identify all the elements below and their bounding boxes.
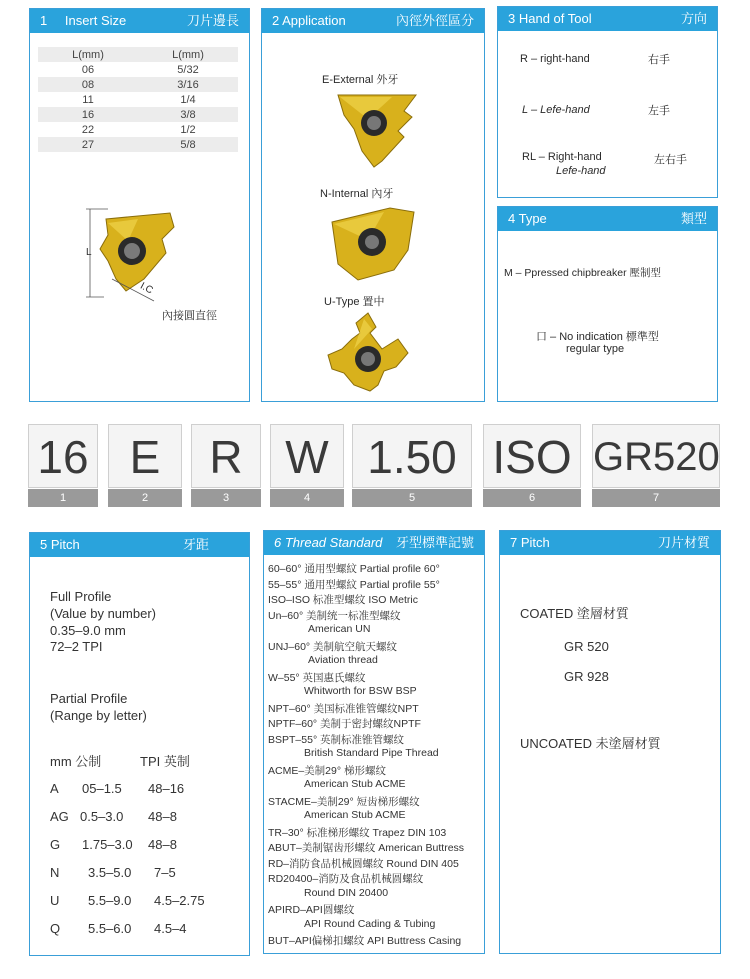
application-panel (261, 8, 485, 402)
thread-line: RD–消防食品机械圆螺纹 Round DIN 405 (268, 857, 459, 870)
cell: 5/8 (180, 138, 196, 151)
pitch-code: A (50, 781, 59, 796)
left-hand-cn: 左手 (648, 105, 670, 117)
right-left-hand-label: RL – Right-hand (522, 151, 602, 163)
code-part-grade: GR520 (592, 424, 720, 488)
thread-line: Aviation thread (308, 654, 378, 666)
code-part-application: E (108, 424, 182, 488)
header-number: 1 (40, 13, 48, 28)
insert-size-panel (29, 8, 250, 402)
cell: 27 (81, 138, 95, 151)
grade-panel (499, 530, 721, 954)
insert-size-header (30, 9, 249, 33)
internal-insert-icon (328, 204, 420, 284)
dimension-ic-label: I.C (138, 280, 155, 297)
utype-insert-icon (324, 309, 414, 395)
no-indication-label: 口 – No indication 標準型 (536, 331, 659, 343)
code-num-5: 5 (352, 489, 472, 507)
pitch-tpi: 4.5–4 (154, 921, 187, 936)
thread-line: UNJ–60° 美制航空航天螺纹 (268, 640, 398, 653)
header-cn: 牙型標準記號 (395, 535, 474, 550)
code-part-pitch: 1.50 (352, 424, 472, 488)
external-insert-icon (332, 89, 422, 169)
code-part-standard: ISO (483, 424, 581, 488)
grade-header (500, 531, 720, 555)
thread-line: ACME–美制29° 梯形螺纹 (268, 764, 386, 777)
pitch-tpi: 48–8 (148, 837, 177, 852)
thread-line: American Stub ACME (304, 809, 406, 821)
pitch-code: N (50, 865, 60, 880)
grade-gr928: GR 928 (564, 669, 609, 684)
cell: 08 (81, 78, 95, 91)
hand-header (498, 7, 717, 31)
table-row (38, 107, 238, 122)
thread-line: RD20400–消防及食品机械圆螺纹 (268, 873, 424, 885)
table-row (38, 62, 238, 77)
cell: 06 (81, 63, 95, 76)
header-cn: 刀片材質 (657, 535, 710, 550)
cell: 3/16 (177, 78, 199, 91)
thread-line: British Standard Pipe Thread (304, 747, 439, 759)
pitch-mm: 05–1.5 (82, 781, 122, 796)
pressed-chipbreaker-label: M – Ppressed chipbreaker 壓制型 (504, 267, 661, 279)
thread-line: API Round Cading & Tubing (304, 917, 436, 930)
column-header: L(mm) (172, 48, 204, 61)
pitch-code: G (50, 837, 61, 852)
regular-type-label: regular type (566, 343, 625, 355)
code-num-2: 2 (108, 489, 182, 507)
pitch-mm: 3.5–5.0 (88, 865, 132, 880)
cell: 16 (81, 108, 95, 121)
pitch-mm: 1.75–3.0 (82, 837, 133, 852)
grade-gr520: GR 520 (564, 639, 609, 654)
full-profile-label: Full Profile (50, 589, 112, 604)
code-num-3: 3 (191, 489, 261, 507)
table-header-row (38, 47, 238, 62)
cell: 22 (81, 123, 95, 136)
thread-line: Whitworth for BSW BSP (304, 685, 417, 697)
cell: 1/2 (180, 123, 196, 136)
thread-line: NPT–60° 美国标准锥管螺纹NPT (268, 702, 419, 715)
right-hand-label: R – right-hand (520, 53, 590, 65)
table-row (38, 137, 238, 152)
thread-line: ISO–ISO 标准型螺纹 ISO Metric (268, 594, 418, 606)
dimension-l-label: L (86, 247, 92, 258)
code-part-type: W (270, 424, 344, 488)
pitch-mm: 5.5–9.0 (88, 893, 132, 908)
inscribed-circle-caption: 內接圓直徑 (162, 310, 217, 322)
right-left-hand-cn: 左右手 (654, 154, 687, 166)
partial-profile-sub: (Range by letter) (50, 708, 147, 723)
cell: 5/32 (177, 63, 199, 76)
thread-line: 55–55° 通用型螺紋 Partial profile 55° (268, 578, 440, 591)
code-num-4: 4 (270, 489, 344, 507)
header-title: Insert Size (64, 13, 127, 28)
pitch-col-tpi: TPI 英制 (140, 754, 190, 769)
uncoated-label: UNCOATED 未塗層材質 (520, 736, 661, 751)
thread-line: APIRD–API圆螺纹 (268, 904, 355, 916)
thread-line: 60–60° 通用型螺紋 Partial profile 60° (268, 563, 440, 575)
pitch-tpi: 48–8 (148, 809, 177, 824)
utype-label: U-Type 置中 (324, 296, 385, 308)
external-label: E-External 外牙 (322, 74, 399, 86)
thread-standard-panel (263, 530, 485, 954)
header-title: 6 Thread Standard (274, 535, 383, 550)
full-profile-tpi: 72–2 TPI (50, 639, 103, 654)
code-part-size: 16 (28, 424, 98, 488)
full-profile-sub: (Value by number) (50, 606, 156, 621)
internal-label: N-Internal 內牙 (320, 188, 394, 200)
left-hand-label: L – Lefe-hand (522, 104, 590, 116)
right-hand-cn: 右手 (648, 54, 670, 66)
thread-line: American UN (308, 623, 371, 635)
code-num-1: 1 (28, 489, 98, 507)
header-cn: 內徑外徑區分 (395, 13, 474, 28)
coated-label: COATED 塗層材質 (520, 606, 629, 621)
pitch-tpi: 7–5 (154, 865, 176, 880)
insert-size-table (38, 47, 238, 152)
header-title: 2 Application (272, 13, 346, 28)
hand-of-tool-panel (497, 6, 718, 198)
table-row (38, 77, 238, 92)
code-part-hand: R (191, 424, 261, 488)
insert-dimension-diagram (78, 201, 198, 311)
thread-line: TR–30° 标准梯形螺纹 Trapez DIN 103 (268, 826, 447, 839)
pitch-tpi: 4.5–2.75 (154, 893, 205, 908)
pitch-mm: 5.5–6.0 (88, 921, 132, 936)
full-profile-mm: 0.35–9.0 mm (50, 623, 126, 638)
type-header (498, 207, 717, 231)
code-num-7: 7 (592, 489, 720, 507)
header-title: 7 Pitch (510, 535, 550, 550)
thread-line: ABUT–美制锯齿形螺纹 American Buttress (268, 842, 465, 854)
pitch-tpi: 48–16 (148, 781, 185, 796)
type-panel (497, 206, 718, 402)
application-header (262, 9, 484, 33)
thread-line: American Stub ACME (304, 778, 406, 790)
table-row (38, 122, 238, 137)
right-left-hand-label-2: Lefe-hand (556, 165, 606, 177)
code-num-6: 6 (483, 489, 581, 507)
thread-line: W–55° 英国惠氏螺纹 (268, 671, 366, 684)
pitch-code: U (50, 893, 60, 908)
thread-line: Un–60° 美制统一标准型螺纹 (268, 609, 401, 622)
table-row (38, 92, 238, 107)
partial-profile-label: Partial Profile (50, 691, 128, 706)
pitch-code: Q (50, 921, 61, 936)
header-cn: 牙距 (182, 537, 209, 552)
thread-line: Round DIN 20400 (304, 886, 389, 899)
pitch-col-mm: mm 公制 (50, 754, 102, 769)
pitch-header (30, 533, 249, 557)
cell: 3/8 (180, 108, 196, 121)
thread-line: BUT–API偏梯扣螺纹 API Buttress Casing (268, 935, 462, 947)
header-title: 4 Type (508, 211, 547, 226)
header-cn: 刀片邊長 (186, 13, 239, 28)
thread-header (264, 531, 484, 555)
pitch-panel (29, 532, 250, 956)
column-header: L(mm) (72, 48, 104, 61)
header-title: 3 Hand of Tool (508, 11, 592, 26)
thread-line: STACME–美制29° 短齿梯形螺纹 (268, 795, 420, 808)
header-title: 5 Pitch (40, 537, 80, 552)
pitch-mm: 0.5–3.0 (80, 809, 124, 824)
pitch-code: AG (50, 809, 69, 824)
cell: 11 (82, 93, 94, 106)
thread-line: NPTF–60° 美制于密封螺纹NPTF (268, 718, 421, 730)
header-cn: 類型 (680, 211, 707, 226)
header-cn: 方向 (680, 11, 707, 26)
thread-line: BSPT–55° 英制标准锥管螺纹 (268, 733, 405, 746)
cell: 1/4 (180, 93, 196, 106)
